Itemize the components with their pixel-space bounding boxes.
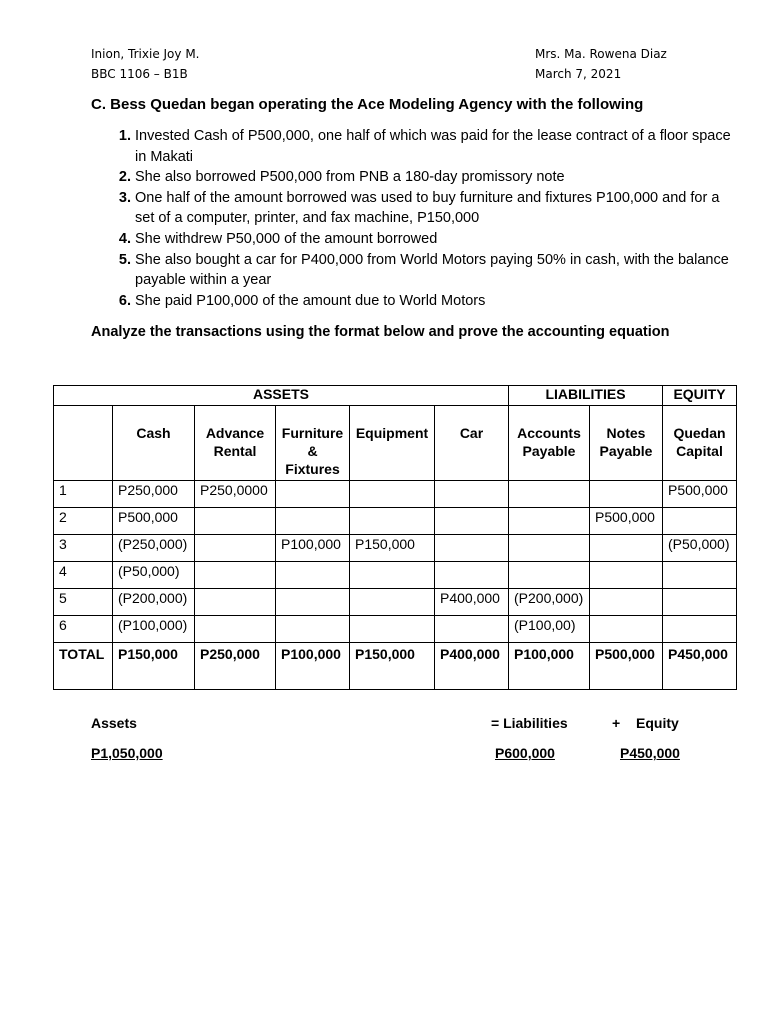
table-cell [276, 616, 350, 643]
document-date: March 7, 2021 [535, 67, 622, 81]
table-cell [195, 535, 276, 562]
column-header-accounts-payable: Accounts Payable [509, 406, 590, 481]
table-cell [590, 616, 663, 643]
instructor-info [535, 44, 667, 84]
table-cell [509, 508, 590, 535]
table-cell [195, 589, 276, 616]
table-cell: (P50,000) [663, 535, 737, 562]
table-row [54, 562, 737, 589]
table-cell [590, 481, 663, 508]
equation-liabilities-value: P600,000 [495, 745, 555, 761]
equation-assets-value: P1,050,000 [91, 745, 163, 761]
instruction-text: Analyze the transactions using the format below and prove the accounting equation [91, 324, 670, 340]
table-cell [350, 481, 435, 508]
table-cell: P250,000 [113, 481, 195, 508]
table-cell: (P100,00) [509, 616, 590, 643]
table-cell [435, 562, 509, 589]
total-cell: P500,000 [590, 643, 663, 690]
transaction-item: 1. Invested Cash of P500,000, one half of which was paid for the lease contract of a floor space in Makati [135, 126, 735, 167]
table-cell [663, 508, 737, 535]
table-cell [435, 481, 509, 508]
table-cell [350, 616, 435, 643]
transaction-item: 3. One half of the amount borrowed was used to buy furniture and fixtures P100,000 and for a set of a computer, printer, and fax machine, P150,000 [135, 188, 735, 229]
table-row [54, 481, 737, 508]
table-cell [195, 616, 276, 643]
table-cell [350, 508, 435, 535]
table-cell [590, 589, 663, 616]
table-cell: P400,000 [435, 589, 509, 616]
table-cell [276, 481, 350, 508]
equation-plus-sign: + [612, 715, 621, 731]
column-header-notes-payable: Notes Payable [590, 406, 663, 481]
equity-group-header: EQUITY [663, 386, 737, 406]
table-cell: 6 [54, 616, 113, 643]
furniture-label: & [307, 443, 318, 459]
table-cell: P500,000 [590, 508, 663, 535]
total-row [54, 643, 737, 690]
furniture-label: Furniture [281, 425, 344, 441]
table-cell: P100,000 [276, 535, 350, 562]
table-cell [276, 508, 350, 535]
table-row [54, 589, 737, 616]
table-cell [590, 535, 663, 562]
table-cell: P500,000 [113, 508, 195, 535]
table-cell: (P50,000) [113, 562, 195, 589]
table-cell: 2 [54, 508, 113, 535]
equation-equity-label: Equity [636, 715, 679, 731]
transaction-item: 2. She also borrowed P500,000 from PNB a 180-day promissory note [135, 167, 735, 188]
total-cell: P250,000 [195, 643, 276, 690]
column-header-equipment: Equipment [350, 406, 435, 481]
assets-group-header: ASSETS [54, 386, 509, 406]
table-cell [663, 616, 737, 643]
table-row [54, 535, 737, 562]
table-cell: P500,000 [663, 481, 737, 508]
row-number-header [54, 406, 113, 481]
total-cell: P450,000 [663, 643, 737, 690]
table-cell: 3 [54, 535, 113, 562]
total-cell: P150,000 [113, 643, 195, 690]
table-cell [435, 535, 509, 562]
transaction-item: 4. She withdrew P50,000 of the amount borrowed [135, 229, 735, 250]
table-cell [663, 562, 737, 589]
total-cell: P400,000 [435, 643, 509, 690]
table-cell: 5 [54, 589, 113, 616]
group-header-row [54, 386, 737, 406]
table-cell: (P250,000) [113, 535, 195, 562]
table-cell [663, 589, 737, 616]
table-cell: P250,0000 [195, 481, 276, 508]
table-cell: 1 [54, 481, 113, 508]
table-cell: (P200,000) [113, 589, 195, 616]
table-cell [276, 562, 350, 589]
table-cell [435, 508, 509, 535]
column-header-furniture-fixtures [276, 406, 350, 481]
total-cell: P100,000 [276, 643, 350, 690]
equation-equity-value: P450,000 [620, 745, 680, 761]
furniture-label: Fixtures [285, 461, 340, 477]
equation-assets-label: Assets [91, 715, 137, 731]
liabilities-group-header: LIABILITIES [509, 386, 663, 406]
table-cell [195, 562, 276, 589]
table-cell [509, 535, 590, 562]
accounting-equation-table [53, 385, 737, 690]
table-row [54, 616, 737, 643]
transaction-item: 6. She paid P100,000 of the amount due to World Motors [135, 291, 735, 312]
table-cell: (P100,000) [113, 616, 195, 643]
transaction-list [91, 126, 735, 311]
table-row [54, 508, 737, 535]
total-cell: TOTAL [54, 643, 113, 690]
total-cell: P150,000 [350, 643, 435, 690]
table-cell [276, 589, 350, 616]
column-header-car: Car [435, 406, 509, 481]
table-cell [509, 481, 590, 508]
table-cell [350, 589, 435, 616]
transaction-item: 5. She also bought a car for P400,000 from World Motors paying 50% in cash, with the balance payable within a year [135, 250, 735, 291]
column-header-cash: Cash [113, 406, 195, 481]
table-cell [435, 616, 509, 643]
table-cell: 4 [54, 562, 113, 589]
table-cell [350, 562, 435, 589]
table-cell [195, 508, 276, 535]
column-header-advance-rental: Advance Rental [195, 406, 276, 481]
table-cell: (P200,000) [509, 589, 590, 616]
table-cell [590, 562, 663, 589]
instructor-name: Mrs. Ma. Rowena Diaz [535, 47, 667, 61]
total-cell: P100,000 [509, 643, 590, 690]
student-name: Inion, Trixie Joy M. [91, 47, 200, 61]
class-code: BBC 1106 – B1B [91, 67, 188, 81]
column-header-quedan-capital: Quedan Capital [663, 406, 737, 481]
column-header-row [54, 406, 737, 481]
equation-liabilities-label: = Liabilities [491, 715, 568, 731]
table-cell [509, 562, 590, 589]
problem-title: C. Bess Quedan began operating the Ace Modeling Agency with the following [91, 96, 644, 113]
student-info [91, 44, 200, 84]
table-cell: P150,000 [350, 535, 435, 562]
